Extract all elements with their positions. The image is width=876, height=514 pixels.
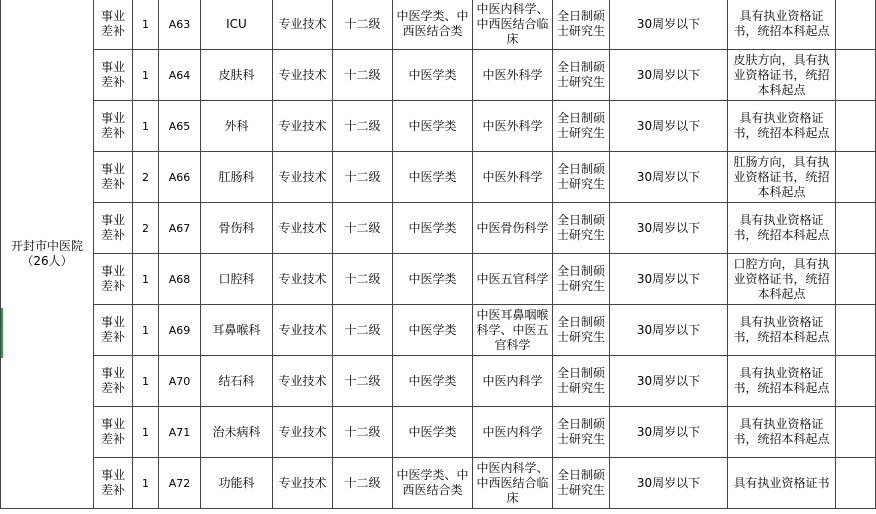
position-count-cell[interactable]: 2 xyxy=(133,152,159,203)
age-requirement-cell[interactable]: 30周岁以下 xyxy=(610,50,728,101)
job-level-cell[interactable]: 十二级 xyxy=(333,356,393,407)
major-graduate-cell[interactable]: 中医内科学 xyxy=(473,407,553,458)
position-type-cell[interactable]: 事业差补 xyxy=(94,305,133,356)
department-cell[interactable]: 治未病科 xyxy=(201,407,273,458)
position-count-cell[interactable]: 1 xyxy=(133,407,159,458)
job-level-cell[interactable]: 十二级 xyxy=(333,407,393,458)
position-count-cell[interactable]: 2 xyxy=(133,203,159,254)
education-requirement-cell[interactable]: 全日制硕士研究生 xyxy=(553,254,610,305)
major-undergrad-cell[interactable]: 中医学类 xyxy=(393,407,473,458)
position-code-cell[interactable]: A63 xyxy=(159,0,201,50)
position-type-cell[interactable]: 事业差补 xyxy=(94,152,133,203)
age-requirement-cell[interactable]: 30周岁以下 xyxy=(610,254,728,305)
major-undergrad-cell[interactable]: 中医学类 xyxy=(393,305,473,356)
major-graduate-cell[interactable]: 中医内科学 xyxy=(473,356,553,407)
job-category-cell[interactable]: 专业技术 xyxy=(273,305,333,356)
position-code-cell[interactable]: A69 xyxy=(159,305,201,356)
other-requirements-cell[interactable]: 具有执业资格证书，统招本科起点 xyxy=(728,407,836,458)
department-cell[interactable]: 结石科 xyxy=(201,356,273,407)
empty-cell[interactable] xyxy=(836,50,876,101)
job-category-cell[interactable]: 专业技术 xyxy=(273,203,333,254)
education-requirement-cell[interactable]: 全日制硕士研究生 xyxy=(553,50,610,101)
major-undergrad-cell[interactable]: 中医学类、中西医结合类 xyxy=(393,458,473,509)
major-graduate-cell[interactable]: 中医耳鼻咽喉科学、中医五官科学 xyxy=(473,305,553,356)
job-level-cell[interactable]: 十二级 xyxy=(333,254,393,305)
job-category-cell[interactable]: 专业技术 xyxy=(273,101,333,152)
job-category-cell[interactable]: 专业技术 xyxy=(273,152,333,203)
education-requirement-cell[interactable]: 全日制硕士研究生 xyxy=(553,305,610,356)
position-code-cell[interactable]: A68 xyxy=(159,254,201,305)
position-count-cell[interactable]: 1 xyxy=(133,254,159,305)
job-category-cell[interactable]: 专业技术 xyxy=(273,458,333,509)
job-category-cell[interactable]: 专业技术 xyxy=(273,0,333,50)
major-undergrad-cell[interactable]: 中医学类、中西医结合类 xyxy=(393,0,473,50)
major-graduate-cell[interactable]: 中医内科学、中西医结合临床 xyxy=(473,458,553,509)
major-graduate-cell[interactable]: 中医五官科学 xyxy=(473,254,553,305)
education-requirement-cell[interactable]: 全日制硕士研究生 xyxy=(553,101,610,152)
position-count-cell[interactable]: 1 xyxy=(133,0,159,50)
major-graduate-cell[interactable]: 中医外科学 xyxy=(473,50,553,101)
position-code-cell[interactable]: A72 xyxy=(159,458,201,509)
age-requirement-cell[interactable]: 30周岁以下 xyxy=(610,203,728,254)
empty-cell[interactable] xyxy=(836,101,876,152)
job-level-cell[interactable]: 十二级 xyxy=(333,50,393,101)
table-row xyxy=(1,254,876,305)
position-type-cell[interactable]: 事业差补 xyxy=(94,458,133,509)
hospital-name-cell[interactable]: 开封市中医院（26人） xyxy=(1,0,94,509)
department-cell[interactable]: 肛肠科 xyxy=(201,152,273,203)
job-level-cell[interactable]: 十二级 xyxy=(333,101,393,152)
table-row xyxy=(1,152,876,203)
job-level-cell[interactable]: 十二级 xyxy=(333,305,393,356)
empty-cell[interactable] xyxy=(836,458,876,509)
position-type-cell[interactable]: 事业差补 xyxy=(94,101,133,152)
position-count-cell[interactable]: 1 xyxy=(133,305,159,356)
department-cell[interactable]: 外科 xyxy=(201,101,273,152)
position-count-cell[interactable]: 1 xyxy=(133,101,159,152)
education-requirement-cell[interactable]: 全日制硕士研究生 xyxy=(553,203,610,254)
position-type-cell[interactable]: 事业差补 xyxy=(94,356,133,407)
position-code-cell[interactable]: A66 xyxy=(159,152,201,203)
department-cell[interactable]: 皮肤科 xyxy=(201,50,273,101)
major-undergrad-cell[interactable]: 中医学类 xyxy=(393,50,473,101)
table-row xyxy=(1,101,876,152)
education-requirement-cell[interactable]: 全日制硕士研究生 xyxy=(553,0,610,50)
age-requirement-cell[interactable]: 30周岁以下 xyxy=(610,101,728,152)
department-cell[interactable]: 骨伤科 xyxy=(201,203,273,254)
table-row xyxy=(1,50,876,101)
age-requirement-cell[interactable]: 30周岁以下 xyxy=(610,356,728,407)
table-row xyxy=(1,203,876,254)
age-requirement-cell[interactable]: 30周岁以下 xyxy=(610,458,728,509)
other-requirements-cell[interactable]: 具有执业资格证书，统招本科起点 xyxy=(728,203,836,254)
job-category-cell[interactable]: 专业技术 xyxy=(273,50,333,101)
major-undergrad-cell[interactable]: 中医学类 xyxy=(393,152,473,203)
education-requirement-cell[interactable]: 全日制硕士研究生 xyxy=(553,356,610,407)
job-level-cell[interactable]: 十二级 xyxy=(333,0,393,50)
job-category-cell[interactable]: 专业技术 xyxy=(273,254,333,305)
position-type-cell[interactable]: 事业差补 xyxy=(94,0,133,50)
empty-cell[interactable] xyxy=(836,0,876,50)
table-row xyxy=(1,407,876,458)
major-undergrad-cell[interactable]: 中医学类 xyxy=(393,101,473,152)
position-code-cell[interactable]: A65 xyxy=(159,101,201,152)
other-requirements-cell[interactable]: 具有执业资格证书，统招本科起点 xyxy=(728,101,836,152)
other-requirements-cell[interactable]: 具有执业资格证书，统招本科起点 xyxy=(728,356,836,407)
empty-cell[interactable] xyxy=(836,407,876,458)
major-undergrad-cell[interactable]: 中医学类 xyxy=(393,254,473,305)
position-count-cell[interactable]: 1 xyxy=(133,50,159,101)
education-requirement-cell[interactable]: 全日制硕士研究生 xyxy=(553,152,610,203)
age-requirement-cell[interactable]: 30周岁以下 xyxy=(610,407,728,458)
major-undergrad-cell[interactable]: 中医学类 xyxy=(393,356,473,407)
position-count-cell[interactable]: 1 xyxy=(133,356,159,407)
age-requirement-cell[interactable]: 30周岁以下 xyxy=(610,305,728,356)
other-requirements-cell[interactable]: 具有执业资格证书，统招本科起点 xyxy=(728,0,836,50)
empty-cell[interactable] xyxy=(836,203,876,254)
department-cell[interactable]: 耳鼻喉科 xyxy=(201,305,273,356)
position-code-cell[interactable]: A71 xyxy=(159,407,201,458)
major-undergrad-cell[interactable]: 中医学类 xyxy=(393,203,473,254)
job-level-cell[interactable]: 十二级 xyxy=(333,203,393,254)
education-requirement-cell[interactable]: 全日制硕士研究生 xyxy=(553,407,610,458)
education-requirement-cell[interactable]: 全日制硕士研究生 xyxy=(553,458,610,509)
empty-cell[interactable] xyxy=(836,356,876,407)
empty-cell[interactable] xyxy=(836,254,876,305)
table-row xyxy=(1,0,876,50)
table-row xyxy=(1,356,876,407)
position-code-cell[interactable]: A67 xyxy=(159,203,201,254)
empty-cell[interactable] xyxy=(836,152,876,203)
job-level-cell[interactable]: 十二级 xyxy=(333,152,393,203)
table-row xyxy=(1,458,876,509)
department-cell[interactable]: 口腔科 xyxy=(201,254,273,305)
job-category-cell[interactable]: 专业技术 xyxy=(273,356,333,407)
major-graduate-cell[interactable]: 中医外科学 xyxy=(473,101,553,152)
position-code-cell[interactable]: A64 xyxy=(159,50,201,101)
major-graduate-cell[interactable]: 中医外科学 xyxy=(473,152,553,203)
position-code-cell[interactable]: A70 xyxy=(159,356,201,407)
position-type-cell[interactable]: 事业差补 xyxy=(94,254,133,305)
job-category-cell[interactable]: 专业技术 xyxy=(273,407,333,458)
major-graduate-cell[interactable]: 中医内科学、中西医结合临床 xyxy=(473,0,553,50)
age-requirement-cell[interactable]: 30周岁以下 xyxy=(610,0,728,50)
other-requirements-cell[interactable]: 具有执业资格证书 xyxy=(728,458,836,509)
table-row xyxy=(1,305,876,356)
other-requirements-cell[interactable]: 口腔方向，具有执业资格证书，统招本科起点 xyxy=(728,254,836,305)
position-type-cell[interactable]: 事业差补 xyxy=(94,50,133,101)
other-requirements-cell[interactable]: 具有执业资格证书，统招本科起点 xyxy=(728,305,836,356)
position-type-cell[interactable]: 事业差补 xyxy=(94,407,133,458)
department-cell[interactable]: ICU xyxy=(201,0,273,50)
age-requirement-cell[interactable]: 30周岁以下 xyxy=(610,152,728,203)
job-level-cell[interactable]: 十二级 xyxy=(333,458,393,509)
other-requirements-cell[interactable]: 肛肠方向，具有执业资格证书，统招本科起点 xyxy=(728,152,836,203)
position-type-cell[interactable]: 事业差补 xyxy=(94,203,133,254)
position-count-cell[interactable]: 1 xyxy=(133,458,159,509)
department-cell[interactable]: 功能科 xyxy=(201,458,273,509)
empty-cell[interactable] xyxy=(836,305,876,356)
other-requirements-cell[interactable]: 皮肤方向，具有执业资格证书，统招本科起点 xyxy=(728,50,836,101)
major-graduate-cell[interactable]: 中医骨伤科学 xyxy=(473,203,553,254)
